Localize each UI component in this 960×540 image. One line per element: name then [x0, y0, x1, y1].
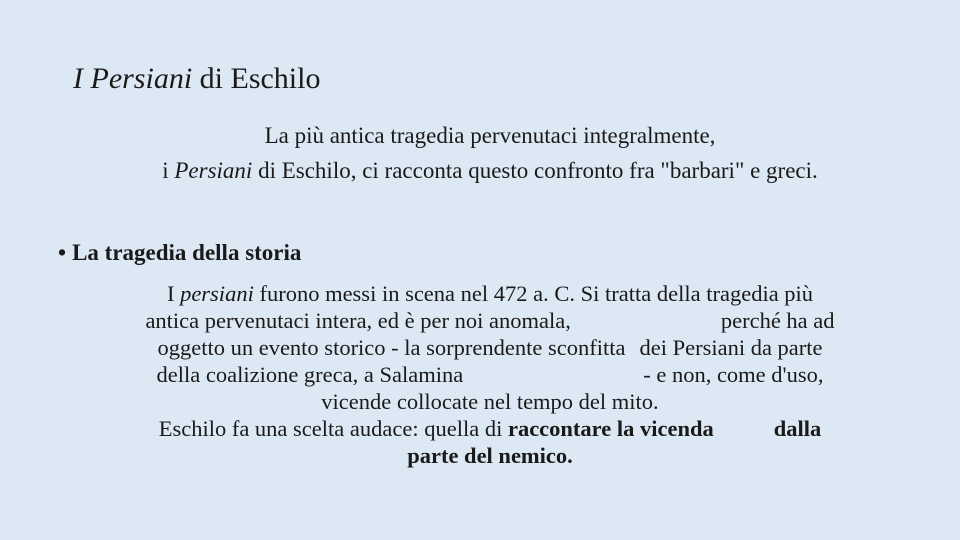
body-line-1-italic: persiani [180, 281, 254, 306]
title-rest: di Eschilo [192, 62, 321, 95]
section-heading-text: La tragedia della storia [72, 240, 302, 265]
body-line-6 [60, 415, 920, 442]
body-line-1-post: furono messi in scena nel 472 a. C. Si tratta della tragedia più [253, 281, 814, 306]
intro-paragraph [60, 118, 920, 188]
section-heading [58, 240, 301, 266]
slide-title [73, 62, 320, 96]
body-line-4b: - e non, come d'uso, [643, 362, 824, 387]
body-line-7: parte del nemico. [407, 443, 573, 468]
intro-line-2-italic: Persiani [174, 158, 253, 183]
body-line-1-pre: I [166, 281, 181, 306]
intro-line-1: La più antica tragedia pervenutaci integralmente, [264, 123, 716, 148]
body-line-3a: oggetto un evento storico - la sorprendente sconfitta [157, 335, 626, 360]
body-line-2b: perché ha ad [720, 308, 835, 333]
body-line-4 [60, 361, 920, 388]
intro-line-2-pre: i [162, 158, 175, 183]
intro-line-2-post: di Eschilo, ci racconta questo confronto fra "barbari" e greci. [252, 158, 818, 183]
body-line-3b: dei Persiani da parte [639, 335, 823, 360]
body-line-6-bold-2: dalla [773, 416, 822, 441]
title-italic: I Persiani [73, 62, 193, 95]
bullet-icon: • [58, 240, 67, 265]
body-line-3 [60, 334, 920, 361]
body-line-1 [60, 280, 920, 307]
body-line-5: vicende collocate nel tempo del mito. [321, 389, 659, 414]
body-paragraph [60, 280, 920, 469]
body-line-2a: antica pervenutaci intera, ed è per noi anomala, [145, 308, 571, 333]
body-line-4a: della coalizione greca, a Salamina [156, 362, 464, 387]
intro-line-2 [60, 153, 920, 188]
body-line-6-bold: raccontare la vicenda [507, 416, 714, 441]
body-line-2 [60, 307, 920, 334]
body-line-6-pre: Eschilo fa una scelta audace: quella di [158, 416, 508, 441]
